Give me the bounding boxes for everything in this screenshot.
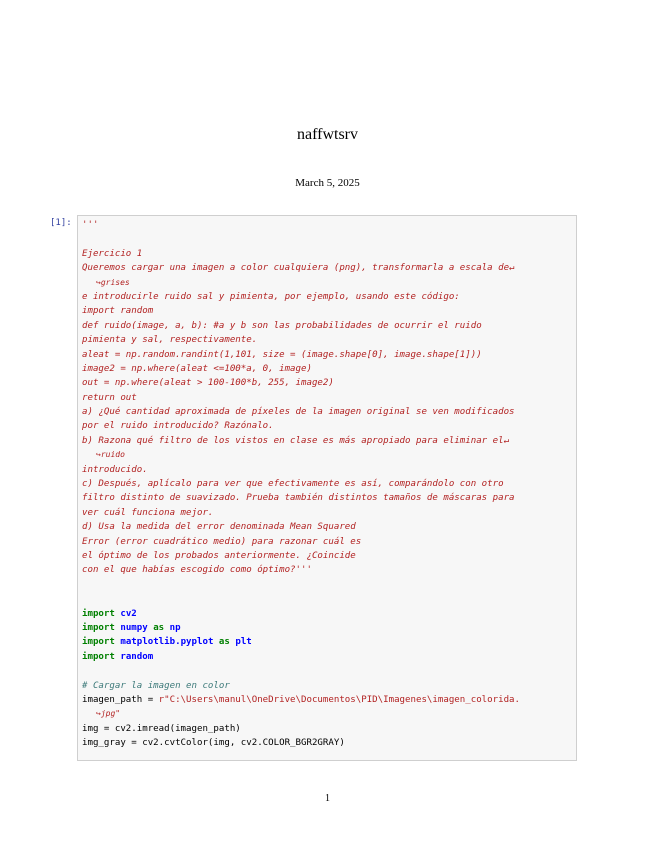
import-cv2-line	[82, 607, 576, 621]
keyword-as: as	[218, 637, 230, 648]
path-continuation: ↪jpg"	[96, 709, 121, 719]
import-random-line	[82, 650, 576, 664]
docstring-line: '''	[82, 220, 99, 230]
keyword-import: import	[82, 622, 115, 633]
docstring-line: por el ruido introducido? Razónalo.	[82, 421, 274, 432]
alias-plt: plt	[235, 637, 252, 648]
keyword-import: import	[82, 651, 115, 662]
docstring-line: pimienta y sal, respectivamente.	[82, 335, 258, 346]
docstring-line: b) Razona qué filtro de los vistos en clase es más apropiado para eliminar el↵	[82, 435, 510, 446]
import-numpy-line	[82, 621, 576, 635]
code-cell[interactable]	[77, 215, 577, 761]
docstring-line: Queremos cargar una imagen a color cualquiera (png), transformarla a escala de↵	[82, 263, 515, 274]
cvtcolor-line: img_gray = cv2.cvtColor(img, cv2.COLOR_BGR2GRAY)	[82, 738, 345, 749]
docstring-line: d) Usa la medida del error denominada Mean Squared	[82, 522, 356, 533]
keyword-import: import	[82, 637, 115, 648]
docstring-line: aleat = np.random.randint(1,101, size = (image.shape[0], image.shape[1]))	[82, 349, 482, 360]
imread-line: img = cv2.imread(imagen_path)	[82, 723, 241, 734]
code-comment: # Cargar la imagen en color	[82, 680, 230, 691]
import-matplotlib-line	[82, 635, 576, 649]
document-title: naffwtsrv	[296, 126, 359, 143]
docstring-line: import random	[82, 306, 154, 317]
module-numpy: numpy	[120, 622, 148, 633]
docstring-line: def ruido(image, a, b): #a y b son las probabilidades de ocurrir el ruido	[82, 320, 482, 331]
imagen-path-line	[82, 693, 576, 707]
docstring-line: Error (error cuadrático medio) para razonar cuál es	[82, 536, 362, 547]
docstring-line: image2 = np.where(aleat <=100*a, 0, image)	[82, 363, 312, 374]
cell-prompt: [1]:	[50, 218, 72, 228]
docstring-line: out = np.where(aleat > 100-100*b, 255, image2)	[82, 378, 334, 389]
docstring-continuation: ↪grises	[96, 277, 130, 287]
alias-np: np	[169, 622, 181, 633]
blank-line	[82, 664, 576, 678]
document-date: March 5, 2025	[295, 177, 360, 189]
keyword-as: as	[153, 622, 165, 633]
path-string: r"C:\Users\manul\OneDrive\Documentos\PID\Imagenes\imagen_colorida.	[158, 694, 520, 705]
docstring-line: c) Después, aplícalo para ver que efectivamente es así, comparándolo con otro	[82, 479, 504, 490]
blank-line	[82, 592, 576, 606]
module-random: random	[120, 651, 154, 662]
docstring-line: introducido.	[82, 464, 148, 475]
docstring-line	[82, 232, 576, 246]
docstring-line: el óptimo de los probados anteriormente. ¿Coincide	[82, 550, 356, 561]
module-cv2: cv2	[120, 608, 137, 619]
module-matplotlib: matplotlib.pyplot	[120, 637, 214, 648]
docstring-line: filtro distinto de suavizado. Prueba también distintos tamaños de máscaras para	[82, 493, 515, 504]
path-variable: imagen_path =	[82, 694, 159, 705]
blank-line	[82, 578, 576, 592]
page-number: 1	[325, 793, 330, 804]
docstring-block	[82, 218, 576, 578]
docstring-line: e introducirle ruido sal y pimienta, por ejemplo, usando este código:	[82, 291, 460, 302]
docstring-line: a) ¿Qué cantidad aproximada de píxeles de la imagen original se ven modificados	[82, 407, 515, 418]
docstring-line: return out	[82, 392, 137, 403]
docstring-continuation: ↪ruido	[96, 450, 125, 460]
docstring-line: Ejercicio 1	[82, 248, 143, 259]
docstring-line: con el que habías escogido como óptimo?'''	[82, 565, 312, 576]
keyword-import: import	[82, 608, 115, 619]
docstring-line: ver cuál funciona mejor.	[82, 507, 214, 518]
